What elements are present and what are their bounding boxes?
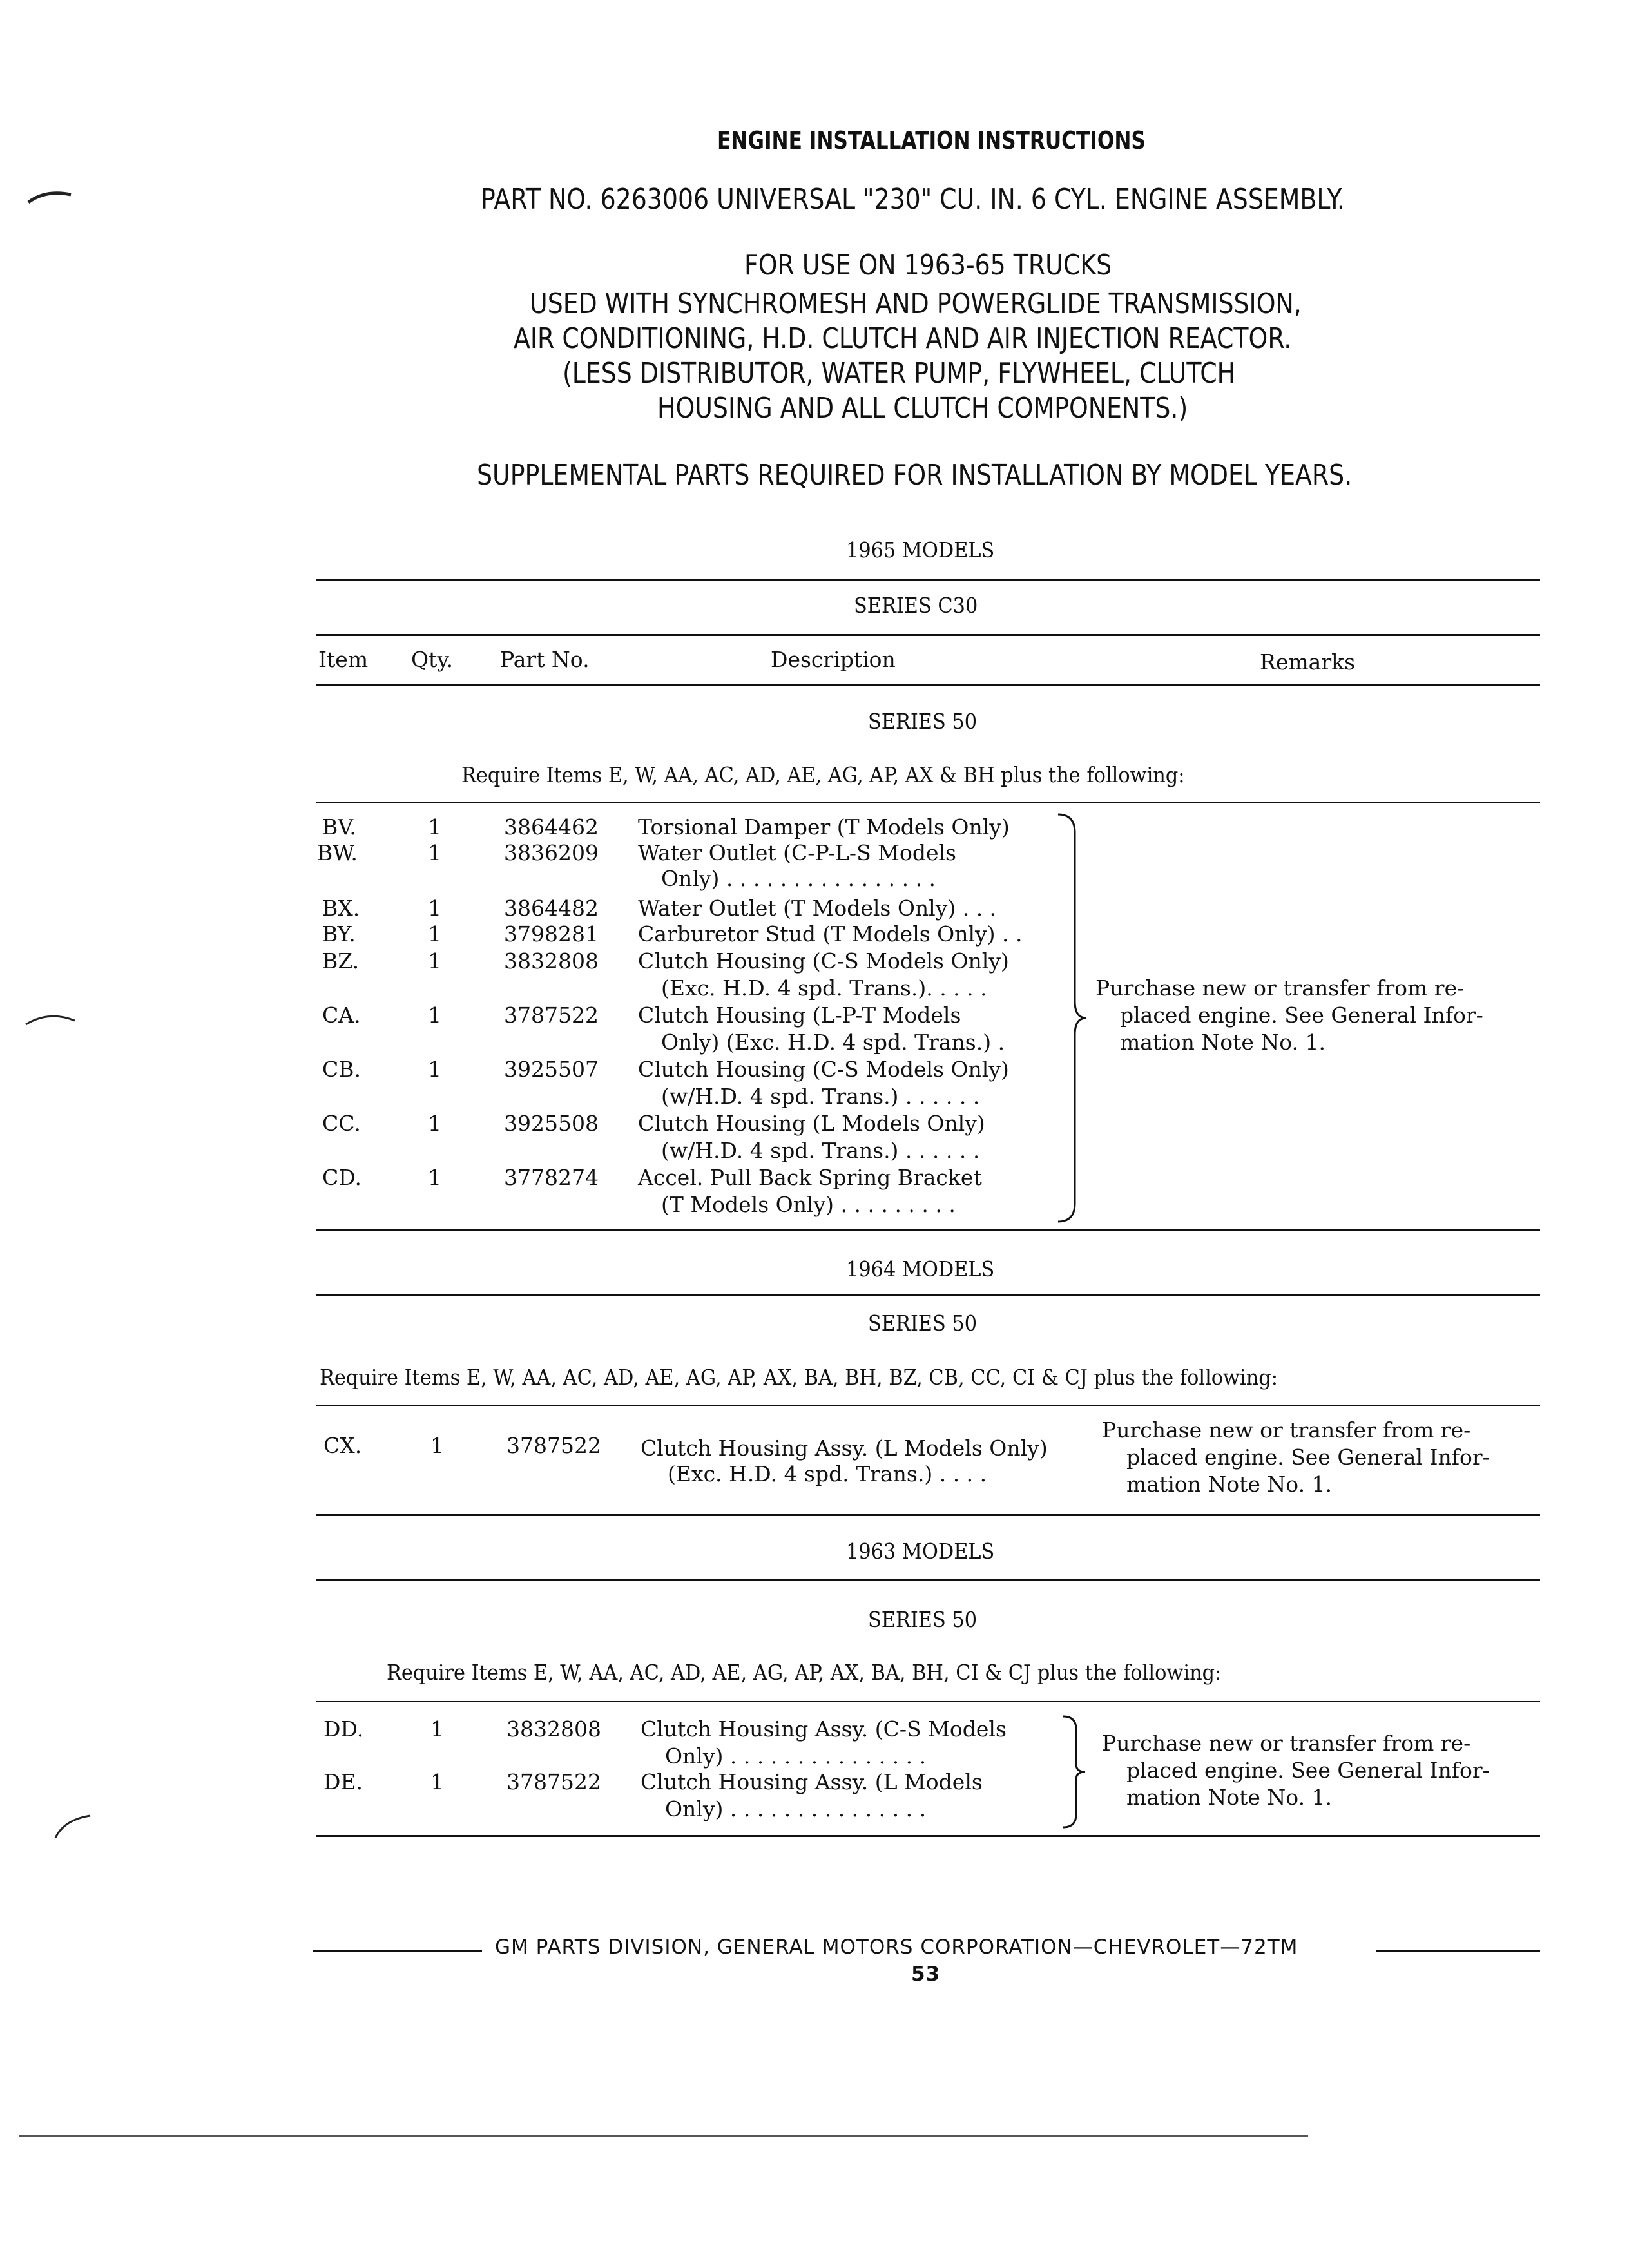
description: Clutch Housing Assy. (L Models [641, 1769, 983, 1794]
scan-mark [23, 1005, 81, 1031]
quantity: 1 [428, 814, 441, 840]
quantity: 1 [428, 921, 441, 947]
divider [316, 802, 1540, 803]
quantity: 1 [428, 948, 441, 974]
part-number: 3798281 [504, 921, 599, 947]
remarks-text: mation Note No. 1. [1120, 1030, 1326, 1055]
scan-edge-line [19, 2135, 1308, 2137]
scan-mark [26, 187, 77, 206]
part-number: 3925507 [504, 1057, 599, 1082]
quantity: 1 [428, 1003, 441, 1028]
description-continued: (w/H.D. 4 spd. Trans.) . . . . . . [661, 1084, 980, 1109]
item-code: CB. [322, 1057, 361, 1082]
part-number: 3832808 [506, 1716, 601, 1742]
column-header-item: Item [318, 647, 369, 672]
divider [316, 1405, 1540, 1406]
part-number: 3787522 [506, 1769, 601, 1794]
description: Clutch Housing Assy. (L Models Only) [641, 1436, 1048, 1461]
part-number: 3778274 [504, 1165, 599, 1190]
require-items-note: Require Items E, W, AA, AC, AD, AE, AG, AP, AX, BA, BH, BZ, CB, CC, CI & CJ plus the following: [320, 1365, 1278, 1390]
description: Accel. Pull Back Spring Bracket [638, 1165, 982, 1190]
description-continued: Only) (Exc. H.D. 4 spd. Trans.) . [661, 1030, 1005, 1055]
item-code: BZ. [322, 948, 360, 974]
quantity: 1 [430, 1433, 444, 1458]
remarks-text: mation Note No. 1. [1126, 1472, 1333, 1497]
document-title: ENGINE INSTALLATION INSTRUCTIONS [717, 126, 1146, 155]
remarks-text: placed engine. See General Infor- [1120, 1003, 1483, 1028]
header-housing-line: HOUSING AND ALL CLUTCH COMPONENTS.) [657, 392, 1188, 425]
part-number: 3832808 [504, 948, 599, 974]
quantity: 1 [428, 1111, 441, 1136]
description: Water Outlet (T Models Only) . . . [638, 896, 997, 921]
footer-rule-right [1376, 1950, 1540, 1952]
footer-publisher: GM PARTS DIVISION, GENERAL MOTORS CORPORATION—CHEVROLET—72TM [495, 1936, 1298, 1959]
description: Water Outlet (C-P-L-S Models [638, 840, 956, 865]
part-number: 3864482 [504, 896, 599, 921]
item-code: DD. [323, 1716, 364, 1742]
remarks-text: Purchase new or transfer from re- [1102, 1418, 1471, 1443]
page-number: 53 [911, 1963, 941, 1986]
item-code: CC. [322, 1111, 361, 1136]
header-trucks-line: FOR USE ON 1963-65 TRUCKS [744, 249, 1112, 282]
require-items-note: Require Items E, W, AA, AC, AD, AE, AG, AP, AX, BA, BH, CI & CJ plus the following: [387, 1660, 1222, 1685]
heading-1964-models: 1964 MODELS [846, 1256, 995, 1282]
header-transmission-line: USED WITH SYNCHROMESH AND POWERGLIDE TRANSMISSION, [530, 287, 1302, 320]
require-items-note: Require Items E, W, AA, AC, AD, AE, AG, AP, AX & BH plus the following: [461, 762, 1185, 787]
scan-mark [52, 1804, 97, 1843]
remarks-text: placed engine. See General Infor- [1126, 1445, 1490, 1470]
item-code: CX. [323, 1433, 362, 1458]
part-number: 3787522 [504, 1003, 599, 1028]
divider [316, 579, 1540, 581]
part-number: 3925508 [504, 1111, 599, 1136]
column-header-description: Description [771, 647, 896, 672]
item-code: CA. [322, 1003, 361, 1028]
remarks-text: mation Note No. 1. [1126, 1785, 1333, 1810]
heading-series-c30: SERIES C30 [854, 593, 978, 618]
column-header-part-no: Part No. [500, 647, 590, 672]
column-header-qty: Qty. [411, 647, 454, 672]
description-continued: Only) . . . . . . . . . . . . . . . [665, 1744, 927, 1769]
remarks-text: placed engine. See General Infor- [1126, 1758, 1490, 1783]
quantity: 1 [428, 1165, 441, 1190]
heading-series-50: SERIES 50 [868, 709, 978, 734]
quantity: 1 [428, 1057, 441, 1082]
quantity: 1 [428, 896, 441, 921]
quantity: 1 [428, 840, 441, 865]
description: Clutch Housing Assy. (C-S Models [641, 1716, 1007, 1742]
divider [316, 1514, 1540, 1516]
description: Clutch Housing (C-S Models Only) [638, 948, 1009, 974]
item-code: CD. [322, 1165, 362, 1190]
footer-rule-left [313, 1950, 482, 1952]
divider [316, 1294, 1540, 1296]
header-less-line: (LESS DISTRIBUTOR, WATER PUMP, FLYWHEEL, CLUTCH [563, 357, 1236, 390]
description: Carburetor Stud (T Models Only) . . [638, 921, 1023, 947]
part-number: 3836209 [504, 840, 599, 865]
header-supplemental-line: SUPPLEMENTAL PARTS REQUIRED FOR INSTALLATION BY MODEL YEARS. [477, 459, 1353, 492]
remarks-text: Purchase new or transfer from re- [1095, 975, 1465, 1001]
divider [316, 1701, 1540, 1702]
part-number: 3864462 [504, 814, 599, 840]
header-part-line: PART NO. 6263006 UNIVERSAL "230" CU. IN. 6 CYL. ENGINE ASSEMBLY. [481, 183, 1345, 216]
divider [316, 1579, 1540, 1581]
remarks-text: Purchase new or transfer from re- [1102, 1731, 1471, 1756]
description: Clutch Housing (L Models Only) [638, 1111, 985, 1136]
description-continued: (T Models Only) . . . . . . . . . [661, 1192, 956, 1217]
divider [316, 1229, 1540, 1231]
description: Clutch Housing (C-S Models Only) [638, 1057, 1009, 1082]
description: Clutch Housing (L-P-T Models [638, 1003, 961, 1028]
grouping-brace [1057, 813, 1089, 1223]
heading-1965-models: 1965 MODELS [846, 537, 995, 562]
divider [316, 684, 1540, 686]
quantity: 1 [430, 1716, 444, 1742]
heading-series-50: SERIES 50 [868, 1607, 978, 1632]
heading-1963-models: 1963 MODELS [846, 1539, 995, 1564]
grouping-brace [1062, 1715, 1088, 1829]
item-code: BX. [322, 896, 360, 921]
divider [316, 1835, 1540, 1837]
quantity: 1 [430, 1769, 444, 1794]
item-code: BY. [322, 921, 356, 947]
divider [316, 634, 1540, 636]
heading-series-50: SERIES 50 [868, 1311, 978, 1336]
column-header-remarks: Remarks [1260, 649, 1356, 675]
description-continued: (w/H.D. 4 spd. Trans.) . . . . . . [661, 1138, 980, 1163]
description-continued: Only) . . . . . . . . . . . . . . . [665, 1796, 927, 1821]
item-code: BV. [322, 814, 356, 840]
description: Torsional Damper (T Models Only) [638, 814, 1010, 840]
description-continued: (Exc. H.D. 4 spd. Trans.) . . . . [668, 1461, 987, 1486]
description-continued: (Exc. H.D. 4 spd. Trans.). . . . . [661, 975, 987, 1001]
item-code: DE. [323, 1769, 363, 1794]
item-code: BW. [317, 840, 358, 865]
part-number: 3787522 [506, 1433, 601, 1458]
header-ac-line: AIR CONDITIONING, H.D. CLUTCH AND AIR INJECTION REACTOR. [514, 322, 1292, 355]
description-continued: Only) . . . . . . . . . . . . . . . . [661, 866, 936, 891]
